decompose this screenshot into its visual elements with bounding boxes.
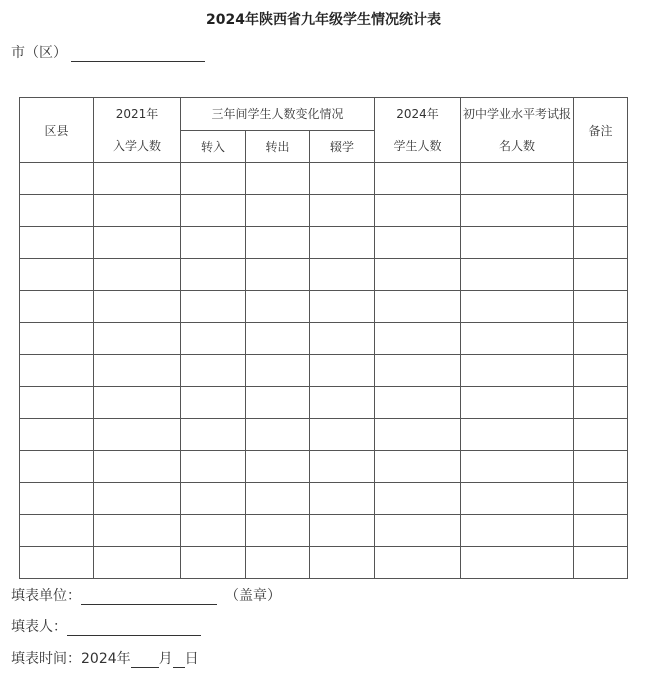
- cell-transfer-in[interactable]: [181, 451, 246, 483]
- cell-remarks[interactable]: [574, 419, 628, 451]
- cell-remarks[interactable]: [574, 195, 628, 227]
- cell-enroll-2021[interactable]: [94, 355, 181, 387]
- filler-label: 填表人：: [11, 619, 67, 635]
- cell-remarks[interactable]: [574, 547, 628, 579]
- cell-students-2024[interactable]: [375, 259, 461, 291]
- cell-remarks[interactable]: [574, 259, 628, 291]
- cell-district[interactable]: [20, 515, 94, 547]
- city-label: 市（区）: [11, 45, 67, 61]
- cell-transfer-out[interactable]: [246, 483, 310, 515]
- header-remarks: 备注: [574, 98, 628, 163]
- header-exam-line2: 名人数: [498, 139, 535, 153]
- cell-enroll-2021[interactable]: [94, 451, 181, 483]
- cell-students-2024[interactable]: [375, 515, 461, 547]
- unit-line: [11, 585, 281, 605]
- cell-dropout[interactable]: [310, 387, 375, 419]
- cell-enroll-2021[interactable]: [94, 387, 181, 419]
- table-row: [20, 483, 628, 515]
- city-blank-field[interactable]: [71, 47, 205, 62]
- header-transfer-in: 转入: [181, 130, 246, 163]
- header-2021-line2: 入学人数: [112, 139, 161, 153]
- table-row: [20, 195, 628, 227]
- cell-transfer-out[interactable]: [246, 259, 310, 291]
- cell-dropout[interactable]: [310, 419, 375, 451]
- time-label: 填表时间：: [11, 651, 81, 667]
- header-exam-line1: 初中学业水平考试报: [462, 107, 571, 121]
- cell-remarks[interactable]: [574, 163, 628, 195]
- cell-transfer-in[interactable]: [181, 291, 246, 323]
- time-year: 2024年: [81, 651, 131, 667]
- cell-remarks[interactable]: [574, 483, 628, 515]
- cell-exam-registration[interactable]: [461, 355, 574, 387]
- cell-enroll-2021[interactable]: [94, 163, 181, 195]
- filler-line: [11, 616, 201, 636]
- cell-students-2024[interactable]: [375, 387, 461, 419]
- cell-remarks[interactable]: [574, 515, 628, 547]
- cell-enroll-2021[interactable]: [94, 227, 181, 259]
- cell-exam-registration[interactable]: [461, 387, 574, 419]
- cell-enroll-2021[interactable]: [94, 259, 181, 291]
- cell-exam-registration[interactable]: [461, 547, 574, 579]
- cell-dropout[interactable]: [310, 483, 375, 515]
- cell-dropout[interactable]: [310, 515, 375, 547]
- cell-remarks[interactable]: [574, 355, 628, 387]
- cell-remarks[interactable]: [574, 291, 628, 323]
- document-title: 2024年陕西省九年级学生情况统计表: [206, 12, 441, 28]
- seal-note: （盖章）: [225, 588, 281, 604]
- cell-dropout[interactable]: [310, 323, 375, 355]
- table-body: [20, 163, 628, 579]
- cell-students-2024[interactable]: [375, 323, 461, 355]
- cell-dropout[interactable]: [310, 195, 375, 227]
- header-2024-line2: 学生人数: [393, 139, 442, 153]
- filler-blank-field[interactable]: [67, 621, 201, 636]
- table-row: [20, 259, 628, 291]
- cell-exam-registration[interactable]: [461, 227, 574, 259]
- cell-dropout[interactable]: [310, 547, 375, 579]
- cell-remarks[interactable]: [574, 387, 628, 419]
- cell-transfer-out[interactable]: [246, 291, 310, 323]
- table-row: [20, 451, 628, 483]
- cell-transfer-in[interactable]: [181, 323, 246, 355]
- cell-dropout[interactable]: [310, 259, 375, 291]
- cell-enroll-2021[interactable]: [94, 291, 181, 323]
- cell-remarks[interactable]: [574, 227, 628, 259]
- cell-students-2024[interactable]: [375, 419, 461, 451]
- cell-transfer-out[interactable]: [246, 419, 310, 451]
- time-line: [11, 648, 199, 668]
- cell-transfer-in[interactable]: [181, 355, 246, 387]
- header-dropout: 辍学: [310, 130, 375, 163]
- table-row: [20, 355, 628, 387]
- cell-remarks[interactable]: [574, 451, 628, 483]
- table-row: [20, 387, 628, 419]
- cell-students-2024[interactable]: [375, 291, 461, 323]
- cell-exam-registration[interactable]: [461, 483, 574, 515]
- cell-transfer-out[interactable]: [246, 451, 310, 483]
- day-blank-field[interactable]: [173, 653, 185, 668]
- header-district: 区县: [20, 98, 94, 163]
- cell-dropout[interactable]: [310, 451, 375, 483]
- table-row: [20, 419, 628, 451]
- cell-exam-registration[interactable]: [461, 195, 574, 227]
- city-line: [11, 42, 205, 62]
- table-row: [20, 323, 628, 355]
- table-row: [20, 163, 628, 195]
- cell-district[interactable]: [20, 451, 94, 483]
- cell-district[interactable]: [20, 387, 94, 419]
- header-change-group: 三年间学生人数变化情况: [181, 98, 375, 131]
- cell-transfer-in[interactable]: [181, 483, 246, 515]
- statistics-table-wrapper: [19, 97, 628, 579]
- table-row: [20, 227, 628, 259]
- month-blank-field[interactable]: [131, 653, 159, 668]
- table-row: [20, 515, 628, 547]
- cell-dropout[interactable]: [310, 227, 375, 259]
- cell-district[interactable]: [20, 483, 94, 515]
- cell-district[interactable]: [20, 355, 94, 387]
- cell-enroll-2021[interactable]: [94, 483, 181, 515]
- cell-enroll-2021[interactable]: [94, 515, 181, 547]
- cell-students-2024[interactable]: [375, 483, 461, 515]
- cell-transfer-out[interactable]: [246, 195, 310, 227]
- cell-district[interactable]: [20, 259, 94, 291]
- cell-transfer-in[interactable]: [181, 547, 246, 579]
- header-2024-line1: 2024年: [396, 107, 439, 121]
- cell-exam-registration[interactable]: [461, 291, 574, 323]
- header-2024-students: [375, 98, 461, 163]
- unit-blank-field[interactable]: [81, 590, 217, 605]
- unit-label: 填表单位：: [11, 588, 81, 604]
- cell-transfer-out[interactable]: [246, 227, 310, 259]
- cell-exam-registration[interactable]: [461, 515, 574, 547]
- cell-transfer-in[interactable]: [181, 259, 246, 291]
- cell-transfer-in[interactable]: [181, 195, 246, 227]
- cell-enroll-2021[interactable]: [94, 419, 181, 451]
- table-row: [20, 291, 628, 323]
- cell-district[interactable]: [20, 227, 94, 259]
- cell-students-2024[interactable]: [375, 451, 461, 483]
- cell-district[interactable]: [20, 547, 94, 579]
- cell-dropout[interactable]: [310, 291, 375, 323]
- cell-district[interactable]: [20, 419, 94, 451]
- cell-students-2024[interactable]: [375, 195, 461, 227]
- cell-transfer-in[interactable]: [181, 419, 246, 451]
- cell-transfer-out[interactable]: [246, 323, 310, 355]
- cell-remarks[interactable]: [574, 323, 628, 355]
- cell-transfer-in[interactable]: [181, 387, 246, 419]
- cell-district[interactable]: [20, 291, 94, 323]
- cell-district[interactable]: [20, 323, 94, 355]
- cell-enroll-2021[interactable]: [94, 547, 181, 579]
- cell-students-2024[interactable]: [375, 163, 461, 195]
- cell-dropout[interactable]: [310, 163, 375, 195]
- cell-exam-registration[interactable]: [461, 259, 574, 291]
- cell-students-2024[interactable]: [375, 227, 461, 259]
- cell-transfer-out[interactable]: [246, 547, 310, 579]
- cell-district[interactable]: [20, 195, 94, 227]
- header-exam-registration: [461, 98, 574, 163]
- header-transfer-out: 转出: [246, 130, 310, 163]
- cell-transfer-out[interactable]: [246, 387, 310, 419]
- table-row: [20, 547, 628, 579]
- cell-dropout[interactable]: [310, 355, 375, 387]
- cell-transfer-out[interactable]: [246, 163, 310, 195]
- cell-enroll-2021[interactable]: [94, 195, 181, 227]
- cell-transfer-in[interactable]: [181, 163, 246, 195]
- cell-students-2024[interactable]: [375, 547, 461, 579]
- cell-exam-registration[interactable]: [461, 163, 574, 195]
- cell-transfer-out[interactable]: [246, 515, 310, 547]
- cell-exam-registration[interactable]: [461, 323, 574, 355]
- header-2021-line1: 2021年: [115, 107, 159, 121]
- cell-enroll-2021[interactable]: [94, 323, 181, 355]
- cell-district[interactable]: [20, 163, 94, 195]
- cell-transfer-in[interactable]: [181, 227, 246, 259]
- cell-transfer-in[interactable]: [181, 515, 246, 547]
- time-month: 月: [158, 651, 173, 667]
- cell-students-2024[interactable]: [375, 355, 461, 387]
- time-day: 日: [184, 651, 199, 667]
- cell-transfer-out[interactable]: [246, 355, 310, 387]
- header-2021-enrollment: [94, 98, 181, 163]
- cell-exam-registration[interactable]: [461, 419, 574, 451]
- statistics-table: [19, 97, 628, 579]
- cell-exam-registration[interactable]: [461, 451, 574, 483]
